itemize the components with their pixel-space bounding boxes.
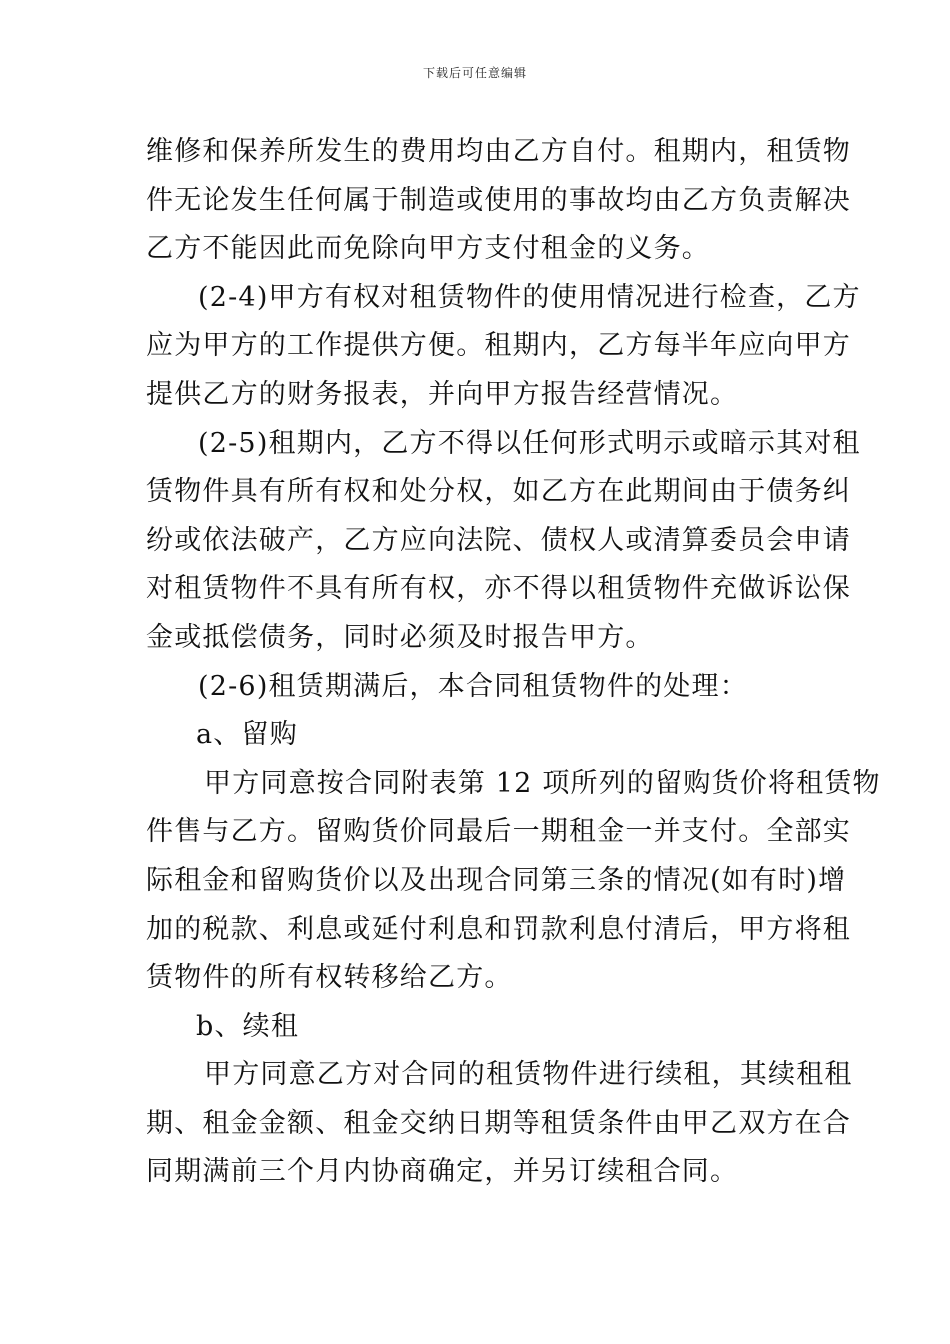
text-line: 提供乙方的财务报表，并向甲方报告经营情况。 xyxy=(146,378,739,410)
text-line: 同期满前三个月内协商确定，并另订续租合同。 xyxy=(146,1156,739,1188)
text-line: 际租金和留购货价以及出现合同第三条的情况(如有时)增 xyxy=(146,864,847,896)
text-line: 乙方不能因此而免除向甲方支付租金的义务。 xyxy=(146,233,710,265)
text-line: 对租赁物件不具有所有权，亦不得以租赁物件充做诉讼保 xyxy=(146,573,851,605)
text-line: 金或抵偿债务，同时必须及时报告甲方。 xyxy=(146,621,654,653)
text-line: 纷或依法破产，乙方应向法院、债权人或清算委员会申请 xyxy=(146,524,851,556)
text-line: 加的税款、利息或延付利息和罚款利息付清后，甲方将租 xyxy=(146,913,851,945)
text-line: 件无论发生任何属于制造或使用的事故均由乙方负责解决 xyxy=(146,184,851,216)
text-line: b、续租 xyxy=(196,1010,300,1042)
text-line: 甲方同意按合同附表第 12 项所列的留购货价将租赁物 xyxy=(204,767,881,799)
text-line: 期、租金金额、租金交纳日期等租赁条件由甲乙双方在合 xyxy=(146,1107,851,1139)
text-line: (2-6)租赁期满后，本合同租赁物件的处理： xyxy=(198,670,748,702)
document-body xyxy=(146,128,881,1197)
text-line: 赁物件具有所有权和处分权，如乙方在此期间由于债务纠 xyxy=(146,476,851,508)
text-line: 甲方同意乙方对合同的租赁物件进行续租，其续租租 xyxy=(204,1059,853,1091)
text-line: 件售与乙方。留购货价同最后一期租金一并支付。全部实 xyxy=(146,816,851,848)
text-line: a、留购 xyxy=(196,719,298,751)
text-line: (2-5)租期内，乙方不得以任何形式明示或暗示其对租 xyxy=(198,427,861,459)
text-line: 维修和保养所发生的费用均由乙方自付。租期内，租赁物 xyxy=(146,136,851,167)
text-line: (2-4)甲方有权对租赁物件的使用情况进行检查，乙方 xyxy=(198,281,861,313)
page-header-note: 下载后可任意编辑 xyxy=(422,66,527,80)
text-line: 应为甲方的工作提供方便。租期内，乙方每半年应向甲方 xyxy=(146,330,851,362)
text-line: 赁物件的所有权转移给乙方。 xyxy=(146,962,513,994)
